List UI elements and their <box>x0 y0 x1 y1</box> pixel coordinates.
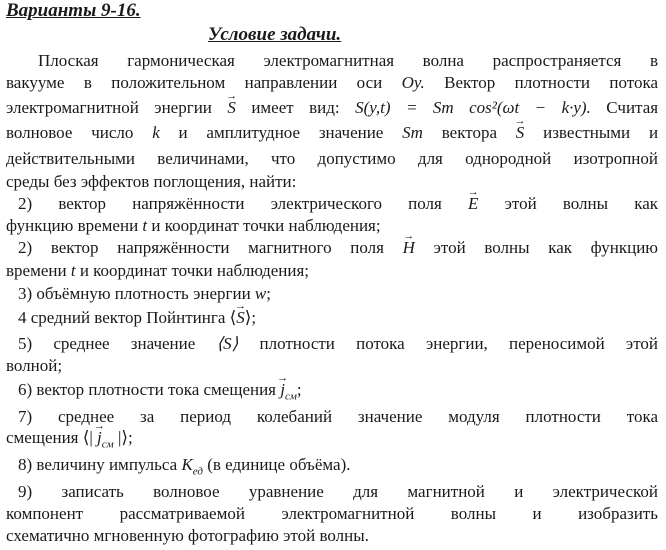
item-wave-equation-line-3: схематично мгновенную фотографию этой волны. <box>6 526 369 545</box>
condition-title: Условие задачи. <box>208 24 342 45</box>
momentum-symbol: K <box>181 455 193 474</box>
item-poynting-mean: 4 средний вектор Пойнтинга ⟨→ S⟩; <box>18 308 256 328</box>
axis-label: Oy. <box>401 73 425 92</box>
item-h-field-line-2: времени t и координат точки наблюдения; <box>6 261 310 280</box>
displacement-current-symbol: → j <box>280 380 285 400</box>
item-wave-equation-line-1: 9) записать волновое уравнение для магнитной и электрической <box>18 482 658 501</box>
intro-line-6: среды без эффектов поглощения, найти: <box>6 172 297 191</box>
poynting-formula: S(y,t) = Sm cos²(ωt − k·y). <box>355 98 591 117</box>
mean-s-symbol: ⟨S⟩ <box>216 334 239 353</box>
item-energy-density: 3) объёмную плотность энергии w; <box>18 284 271 303</box>
variants-title: Варианты 9-16. <box>6 0 141 21</box>
vector-s-symbol: → S <box>227 98 236 118</box>
wave-number-symbol: k <box>152 123 160 142</box>
intro-line-2: вакууме в положительном направлении оси Oy. Вектор плотности потока <box>6 73 658 92</box>
item-h-field-line-1: 2) вектор напряжённости магнитного поля → H этой волны как функцию <box>18 238 658 258</box>
item-displacement-current: 6) вектор плотности тока смещения → $j_{см}$; <box>18 380 302 406</box>
intro-line-1: Плоская гармоническая электромагнитная волна распространяется в <box>38 51 658 70</box>
item-momentum: 8) величину импульса $K_{ед}$ (в единице объёма). <box>18 455 351 478</box>
item-mean-s-line-1: 5) среднее значение ⟨S⟩ плотности потока энергии, переносимой этой <box>18 334 659 353</box>
energy-density-symbol: w <box>254 284 267 303</box>
item-wave-equation-line-2: компонент рассматриваемой электромагнитной волны и изобразить <box>6 504 658 523</box>
item-mean-displacement-line-1: 7) среднее за период колебаний значение модуля плотности тока <box>18 407 658 426</box>
amplitude-symbol: Sm <box>402 123 423 142</box>
intro-line-4: волновое число k и амплитудное значение Sm вектора → S известными и <box>6 123 658 143</box>
vector-e-symbol: → E <box>468 194 478 214</box>
item-mean-displacement-line-2: смещения ⟨| → $j_{см}$ |⟩; <box>6 428 133 454</box>
intro-line-5: действительными величинами, что допустимо для однородной изотропной <box>6 149 658 168</box>
vector-s-symbol-2: → S <box>516 123 525 143</box>
item-mean-s-line-2: волной; <box>6 356 63 375</box>
item-e-field-line-2: функцию времени t и координат точки наблюдения; <box>6 216 381 235</box>
item-e-field-line-1: 2) вектор напряжённости электрического поля → E этой волны как <box>18 194 658 214</box>
intro-line-3: электромагнитной энергии → S имеет вид: S(y,t) = Sm cos²(ωt − k·y). Считая <box>6 98 658 118</box>
vector-h-symbol: → H <box>403 238 415 258</box>
